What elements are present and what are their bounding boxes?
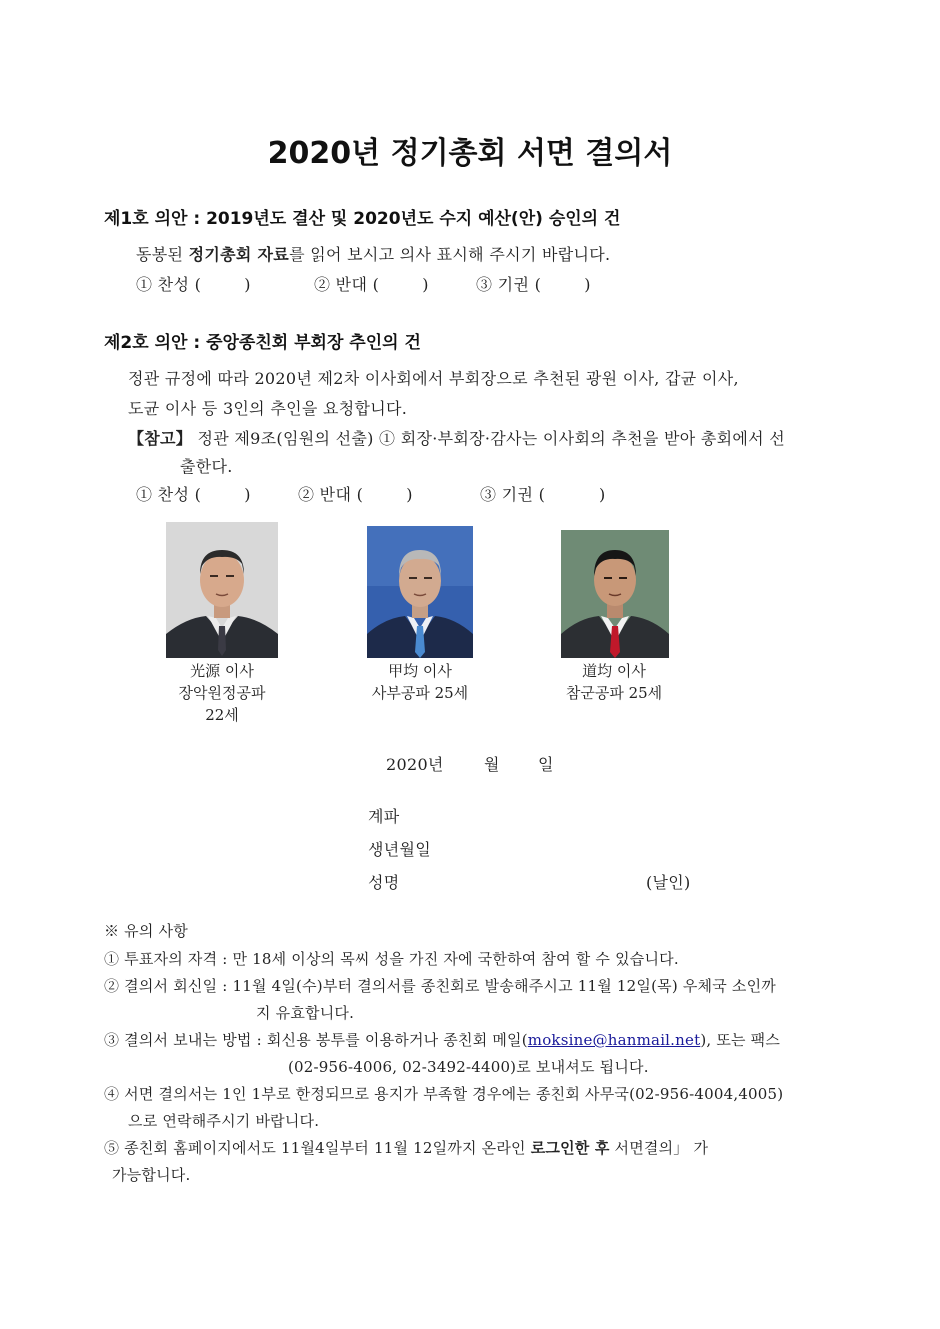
agenda2-vote-abstain[interactable]: ③ 기권 ( ) [480, 485, 606, 504]
agenda2-line2: 도균 이사 등 3인의 추인을 요청합니다. [128, 399, 408, 418]
note-3-post: ), 또는 팩스 [700, 1031, 781, 1049]
candidate-caption-1 [150, 660, 294, 726]
agenda1-instruction [136, 242, 610, 265]
candidate-lineage-2: 사부공파 25세 [371, 684, 469, 702]
note-4-line1: ④ 서면 결의서는 1인 1부로 한정되므로 용지가 부족할 경우에는 종친회 사무국(02-956-4004,4005) [104, 1085, 784, 1103]
page-title: 2020년 정기총회 서면 결의서 [267, 136, 673, 171]
candidate-generation-1: 22세 [205, 706, 239, 724]
agenda2-heading: 제2호 의안 : 중앙종친회 부회장 추인의 건 [104, 333, 421, 353]
agenda1-instruction-post: 를 읽어 보시고 의사 표시해 주시기 바랍니다. [289, 245, 611, 264]
note-3-line2: (02-956-4006, 02-3492-4400)로 보내셔도 됩니다. [288, 1058, 649, 1076]
agenda1-instruction-pre: 동봉된 [136, 245, 189, 264]
agenda1-instruction-bold: 정기총회 자료 [188, 245, 290, 264]
note-1: ① 투표자의 자격 : 만 18세 이상의 목씨 성을 가진 자에 국한하여 참여 할 수 있습니다. [104, 950, 679, 968]
candidate-photo-2 [367, 526, 473, 658]
candidate-photo-1 [166, 522, 278, 658]
note-4-line2: 으로 연락해주시기 바랍니다. [128, 1112, 320, 1130]
note-5-bold: 로그인한 후 [530, 1139, 610, 1157]
agenda2-note-label: 【참고】 [128, 429, 193, 448]
lineage-field-label[interactable]: 계파 [368, 807, 400, 826]
email-link[interactable]: moksine@hanmail.net [527, 1031, 701, 1049]
note-2-line1: ② 결의서 회신일 : 11월 4일(수)부터 결의서를 종친회로 발송해주시고 11월 12일(목) 우체국 소인까 [104, 977, 776, 995]
candidate-lineage-3: 참군공파 25세 [565, 684, 663, 702]
candidate-name-3: 道均 이사 [582, 662, 646, 680]
note-5-post: 서면결의」 가 [609, 1139, 709, 1157]
agenda2-note-cont: 출한다. [180, 457, 233, 476]
agenda1-heading: 제1호 의안 : 2019년도 결산 및 2020년도 수지 예산(안) 승인의 건 [104, 209, 621, 229]
date-day[interactable]: 일 [538, 755, 554, 774]
date-month[interactable]: 월 [484, 755, 500, 774]
name-field-label[interactable]: 성명 [368, 873, 400, 892]
note-5-line1 [104, 1137, 708, 1158]
agenda1-vote-abstain[interactable]: ③ 기권 ( ) [476, 275, 591, 294]
note-3-pre: ③ 결의서 보내는 방법 : 회신용 봉투를 이용하거나 종친회 메일( [104, 1031, 528, 1049]
candidate-lineage-1: 장악원정공파 [178, 684, 266, 702]
agenda2-line1: 정관 규정에 따라 2020년 제2차 이사회에서 부회장으로 추천된 광원 이사, 갑균 이사, [128, 369, 739, 388]
notes-header: ※ 유의 사항 [104, 922, 188, 940]
date-year: 2020년 [386, 755, 444, 774]
agenda2-vote-oppose[interactable]: ② 반대 ( ) [298, 485, 413, 504]
agenda2-note [128, 426, 785, 449]
note-5-pre: ⑤ 종친회 홈페이지에서도 11월4일부터 11월 12일까지 온라인 [104, 1139, 531, 1157]
agenda2-vote-approve[interactable]: ① 찬성 ( ) [136, 485, 251, 504]
candidate-name-1: 光源 이사 [190, 662, 254, 680]
agenda1-vote-oppose[interactable]: ② 반대 ( ) [314, 275, 429, 294]
note-3-line1 [104, 1029, 780, 1050]
candidate-caption-3 [542, 660, 686, 704]
agenda1-vote-approve[interactable]: ① 찬성 ( ) [136, 275, 251, 294]
candidate-name-2: 甲均 이사 [388, 662, 452, 680]
note-5-line2: 가능합니다. [112, 1166, 191, 1184]
note-2-line2: 지 유효합니다. [256, 1004, 355, 1022]
seal-label: (날인) [646, 873, 691, 892]
birthdate-field-label[interactable]: 생년월일 [368, 840, 432, 859]
candidate-photo-3 [561, 530, 669, 658]
agenda2-note-text: 정관 제9조(임원의 선출) ① 회장·부회장·감사는 이사회의 추천을 받아 총회에서 선 [192, 429, 786, 448]
candidate-caption-2 [348, 660, 492, 704]
